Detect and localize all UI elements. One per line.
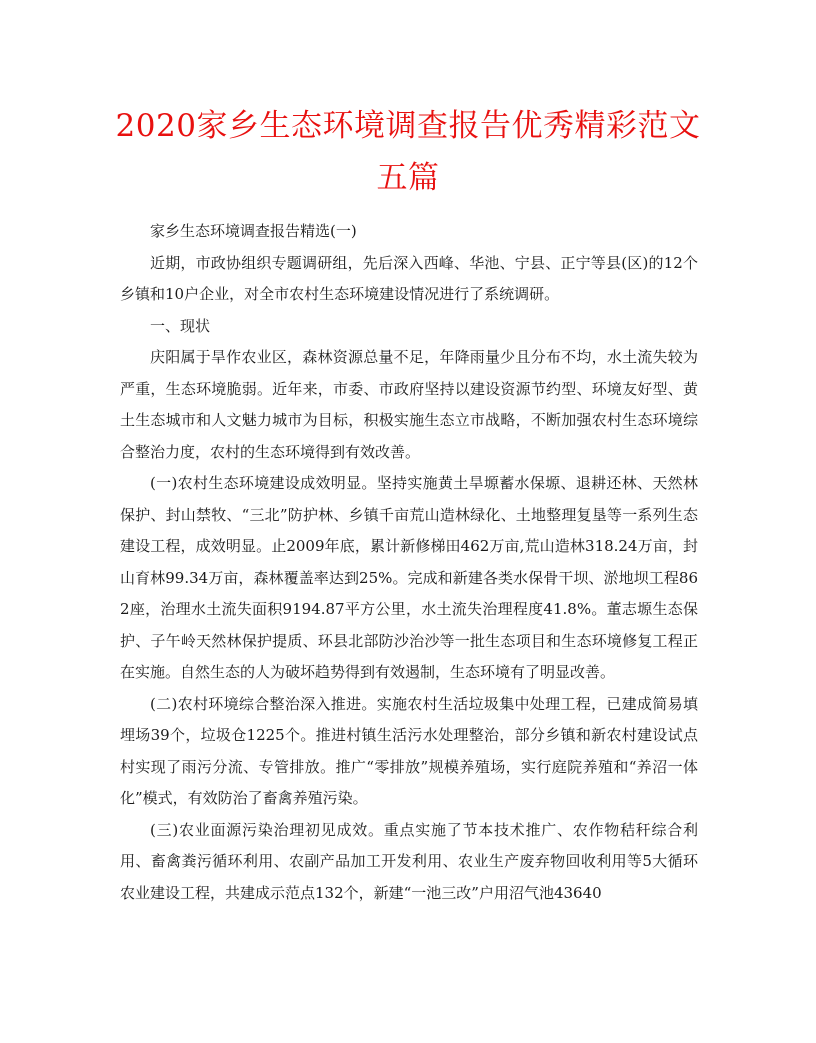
document-body	[120, 216, 698, 909]
body-paragraph: 近期，市政协组织专题调研组，先后深入西峰、华池、宁县、正宁等县(区)的12个乡镇和10户企业，对全市农村生态环境建设情况进行了系统调研。	[120, 253, 698, 303]
body-paragraph: (二)农村环境综合整治深入推进。实施农村生活垃圾集中处理工程，已建成简易填埋场39个，垃圾仓1225个。推进村镇生活污水处理整治，部分乡镇和新农村建设试点村实现了雨污分流、专管排放。推广“零排放”规模养殖场，实行庭院养殖和“养沼一体化”模式，有效防治了畜禽养殖污染。	[120, 694, 698, 807]
body-paragraph: 庆阳属于旱作农业区，森林资源总量不足，年降雨量少且分布不均，水土流失较为严重，生态环境脆弱。近年来，市委、市政府坚持以建设资源节约型、环境友好型、黄土生态城市和人文魅力城市为目标，积极实施生态立市战略，不断加强农村生态环境综合整治力度，农村的生态环境得到有效改善。	[120, 348, 698, 461]
section-heading: 一、现状	[150, 316, 211, 335]
section-heading: 家乡生态环境调查报告精选(一)	[150, 222, 357, 240]
body-paragraph: (一)农村生态环境建设成效明显。坚持实施黄土旱塬蓄水保塬、退耕还林、天然林保护、封山禁牧、“三北”防护林、乡镇千亩荒山造林绿化、土地整理复垦等一系列生态建设工程，成效明显。止2009年底，累计新修梯田462万亩,荒山造林318.24万亩，封山育林99.34万亩，森林覆盖率达到25%。完成和新建各类水保骨干坝、淤地坝工程862座，治理水土流失面积9194.87平方公里，水土流失治理程度41.8%。董志塬生态保护、子午岭天然林保护提质、环县北部防沙治沙等一批生态项目和生态环境修复工程正在实施。自然生态的人为破坏趋势得到有效遏制，生态环境有了明显改善。	[120, 474, 698, 681]
document-title: 2020家乡生态环境调查报告优秀精彩范文五篇	[115, 108, 701, 196]
body-paragraph: (三)农业面源污染治理初见成效。重点实施了节本技术推广、农作物秸秆综合利用、畜禽粪污循环利用、农副产品加工开发利用、农业生产废弃物回收利用等5大循环农业建设工程，共建成示范点132个，新建“一池三改”户用沼气池43640	[120, 820, 698, 902]
